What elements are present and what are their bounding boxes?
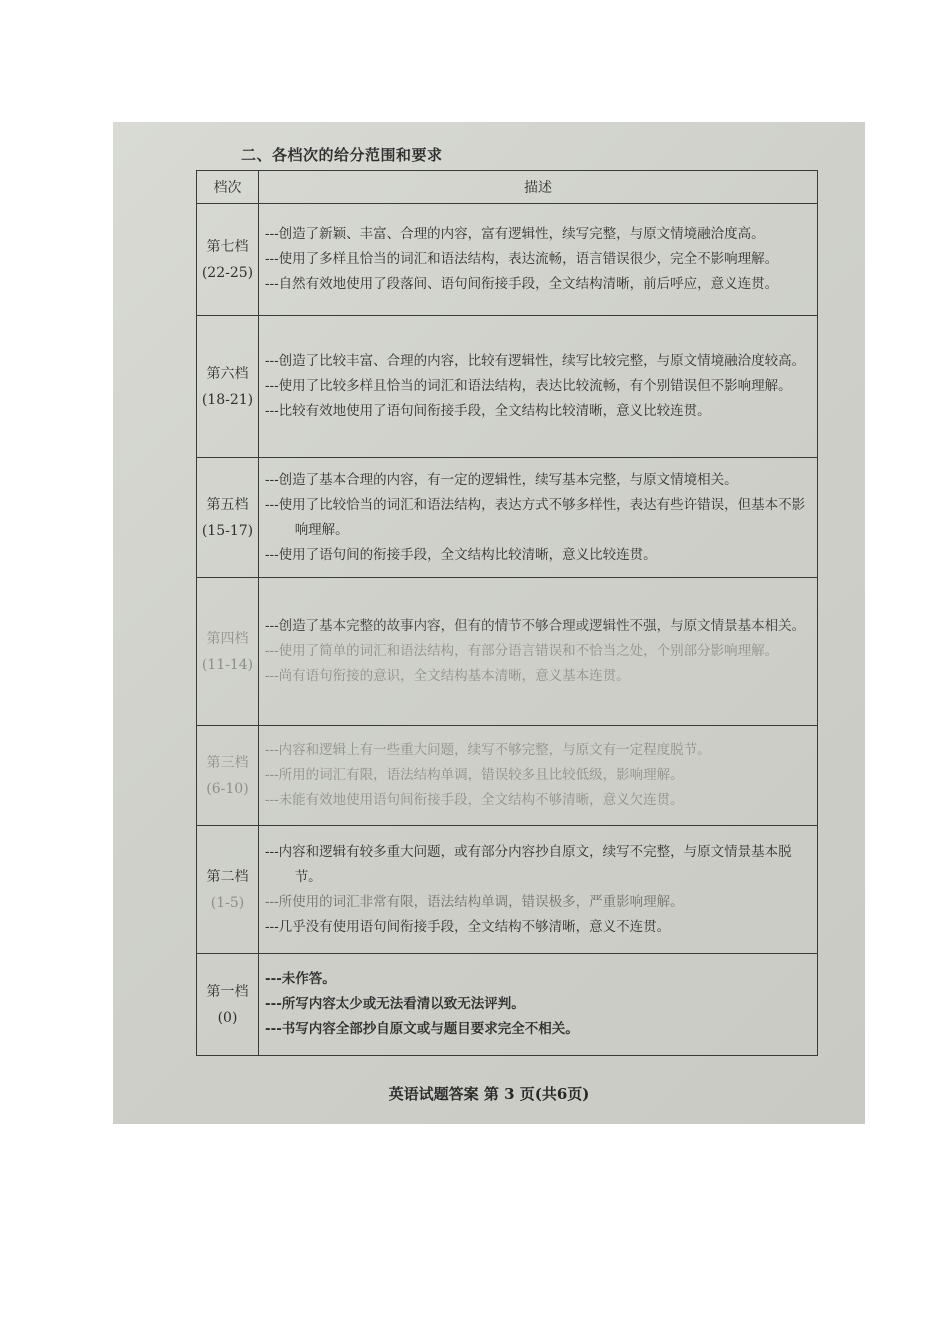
scoring-rubric-table: [196, 170, 818, 1056]
table-row: [197, 578, 818, 726]
table-row: [197, 726, 818, 826]
description-line: ---比较有效地使用了语句间衔接手段，全文结构比较清晰，意义比较连贯。: [265, 403, 711, 419]
header-level: 档次: [197, 171, 259, 204]
description-cell: [259, 826, 818, 954]
description-line: ---使用了比较多样且恰当的词汇和语法结构，表达比较流畅，有个别错误但不影响理解。: [265, 378, 792, 394]
description-line: ---几乎没有使用语句间衔接手段，全文结构不够清晰，意义不连贯。: [265, 918, 671, 935]
description-line: ---自然有效地使用了段落间、语句间衔接手段，全文结构清晰，前后呼应，意义连贯。: [265, 276, 779, 292]
description-line: ---尚有语句衔接的意识，全文结构基本清晰，意义基本连贯。: [265, 668, 630, 684]
header-description: 描述: [259, 171, 818, 204]
description-line: ---创造了新颖、丰富、合理的内容，富有逻辑性，续写完整，与原文情境融洽度高。: [265, 226, 765, 242]
description-line: ---使用了简单的词汇和语法结构，有部分语言错误和不恰当之处，个别部分影响理解。: [265, 643, 779, 659]
description-line: ---未能有效地使用语句间衔接手段，全文结构不够清晰，意义欠连贯。: [265, 792, 684, 808]
description-line: ---未作答。: [265, 971, 336, 987]
level-range: (15-17): [201, 522, 254, 539]
level-cell: [197, 726, 259, 826]
description-cell: [259, 954, 818, 1056]
table-row: [197, 316, 818, 458]
section-title: 二、各档次的给分范围和要求: [241, 146, 443, 164]
level-name: 第一档: [206, 983, 249, 1000]
photo-of-printed-page: [113, 122, 865, 1124]
description-line: ---书写内容全部抄自原文或与题目要求完全不相关。: [265, 1021, 579, 1037]
table-row: [197, 954, 818, 1056]
description-line: ---创造了基本完整的故事内容，但有的情节不够合理或逻辑性不强，与原文情景基本相关。: [265, 618, 806, 634]
description-cell: [259, 316, 818, 458]
table-row: [197, 458, 818, 578]
description-cell: [259, 578, 818, 726]
description-line: ---使用了比较恰当的词汇和语法结构，表达方式不够多样性，表达有些许错误，但基本不影响理解。: [265, 496, 806, 538]
description-line: ---创造了基本合理的内容，有一定的逻辑性，续写基本完整，与原文情境相关。: [265, 471, 738, 488]
page-footer: 英语试题答案 第 3 页(共6页): [388, 1085, 590, 1103]
level-range: (18-21): [201, 391, 254, 408]
description-cell: [259, 204, 818, 316]
level-name: 第六档: [206, 365, 249, 382]
level-cell: [197, 204, 259, 316]
description-cell: [259, 726, 818, 826]
level-cell: [197, 954, 259, 1056]
level-name: 第三档: [206, 754, 249, 771]
table-header-row: [197, 171, 818, 204]
description-line: ---所用的词汇有限，语法结构单调，错误较多且比较低级，影响理解。: [265, 767, 684, 783]
description-cell: [259, 458, 818, 578]
level-name: 第七档: [206, 238, 249, 255]
description-line: ---内容和逻辑有较多重大问题，或有部分内容抄自原文，续写不完整，与原文情景基本脱节。: [265, 843, 792, 885]
table-row: [197, 204, 818, 316]
level-range: (0): [217, 1009, 238, 1026]
description-line: ---内容和逻辑上有一些重大问题，续写不够完整，与原文有一定程度脱节。: [265, 742, 711, 758]
description-line: ---所使用的词汇非常有限，语法结构单调，错误极多，严重影响理解。: [265, 893, 684, 910]
description-line: ---使用了多样且恰当的词汇和语法结构，表达流畅，语言错误很少，完全不影响理解。: [265, 251, 779, 267]
level-cell: [197, 826, 259, 954]
table-row: [197, 826, 818, 954]
description-line: ---使用了语句间的衔接手段，全文结构比较清晰，意义比较连贯。: [265, 546, 657, 563]
level-cell: [197, 458, 259, 578]
level-range: (11-14): [201, 656, 254, 673]
level-name: 第五档: [206, 496, 249, 513]
level-range: (6-10): [206, 780, 249, 797]
description-line: ---所写内容太少或无法看清以致无法评判。: [265, 996, 525, 1012]
level-range: (1-5): [210, 894, 245, 911]
level-name: 第四档: [206, 630, 249, 647]
level-cell: [197, 316, 259, 458]
level-cell: [197, 578, 259, 726]
level-name: 第二档: [206, 868, 249, 885]
description-line: ---创造了比较丰富、合理的内容，比较有逻辑性，续写比较完整，与原文情境融洽度较高。: [265, 353, 806, 369]
level-range: (22-25): [201, 264, 254, 281]
